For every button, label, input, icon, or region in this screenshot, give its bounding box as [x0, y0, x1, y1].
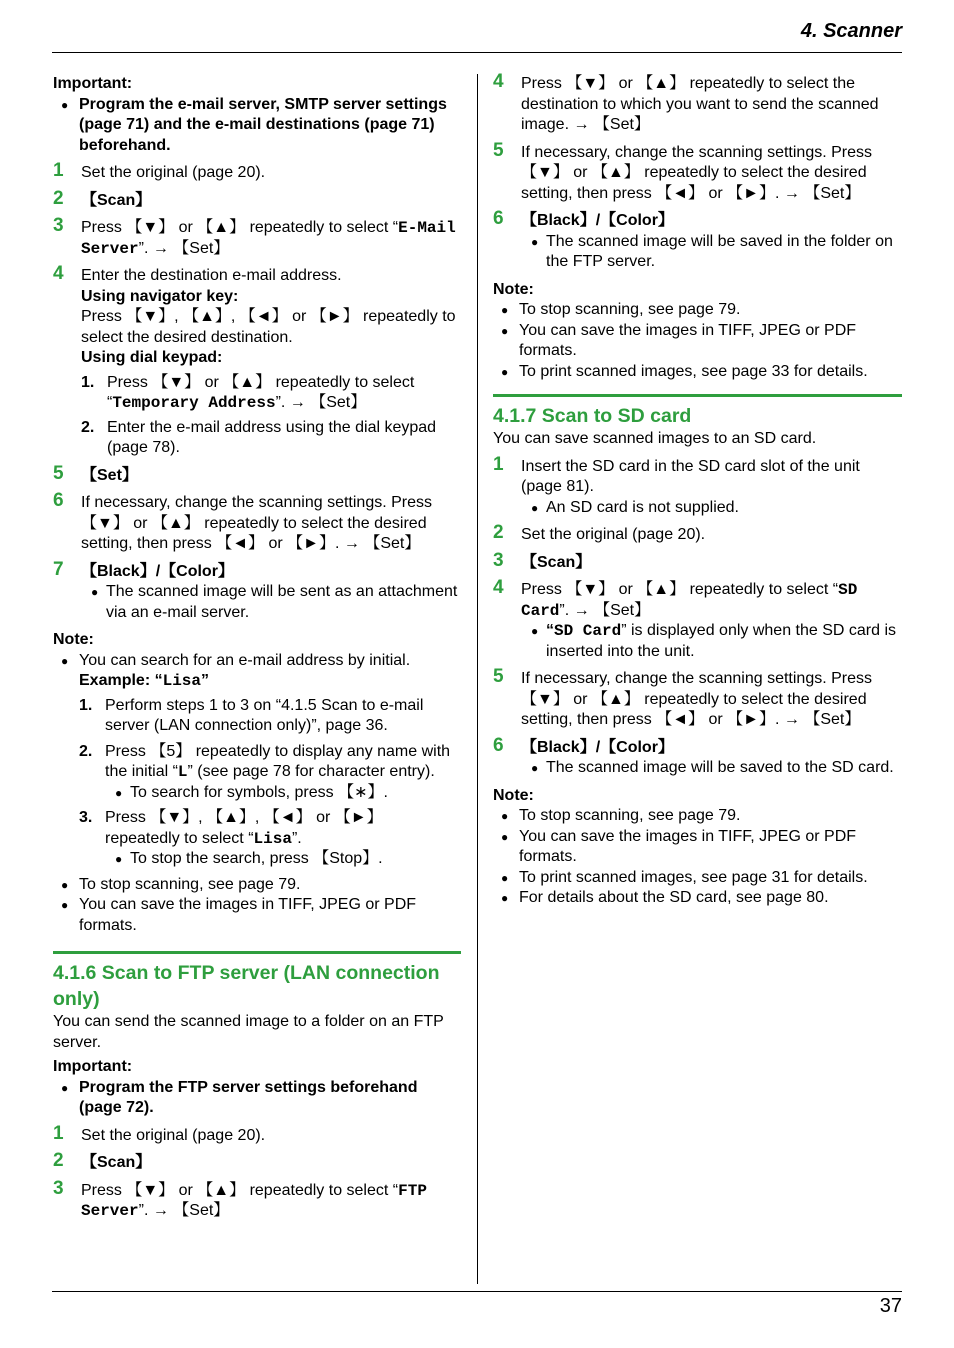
sd-intro: You can save scanned images to an SD card. [493, 430, 817, 447]
footer-rule [52, 1291, 902, 1292]
example-step-3-bullet: ● To stop the search, press 【Stop】. [105, 849, 461, 870]
sd-section [493, 394, 902, 909]
sd-note-4: ● For details about the SD card, see page 80. [493, 888, 902, 909]
sd-step-6-bullet: ● The scanned image will be saved to the SD card. [521, 758, 902, 779]
step-6: 6 If necessary, change the scanning settings. Press 【▼】 or 【▲】 repeatedly to select the desired setting, then press 【◄】 or 【►】. → 【Set】 [53, 490, 433, 552]
nav-key-label: Using navigator key: [81, 287, 239, 305]
note-bullet-3: ● You can save the images in TIFF, JPEG or PDF formats. [53, 895, 461, 936]
ftp-section-title: 4.1.6 Scan to FTP server (LAN connection only) [53, 951, 461, 1012]
dial-keypad-label: Using dial keypad: [81, 349, 223, 366]
ftp-step-3: 3 Press 【▼】 or 【▲】 repeatedly to select “FTP Server”. → 【Set】 [53, 1177, 427, 1220]
ftp-intro: You can send the scanned image to a folder on an FTP server. [53, 1013, 444, 1051]
sd-step-6: 6 【Black】/【Color】 ● The scanned image will be saved to the SD card. [493, 738, 902, 779]
important-label: Important: [53, 75, 133, 92]
note-label: Note: [53, 631, 94, 648]
ftp-step-5: 5 If necessary, change the scanning settings. Press 【▼】 or 【▲】 repeatedly to select the desired setting, then press 【◄】 or 【►】. → 【Set】 [493, 139, 873, 202]
dial-substep-2: 2. Enter the e-mail address using the dial keypad (page 78). [81, 418, 437, 456]
example-step-2: 2. Press 【5】 repeatedly to display any name with the initial “L” (see page 78 for character entry). ● To search for symbols, press 【∗】. [79, 742, 461, 804]
ftp-step-6: 6 【Black】/【Color】 ● The scanned image will be saved in the folder on the FTP server. [493, 211, 902, 273]
header-rule [52, 52, 902, 53]
page-number: 37 [879, 1295, 902, 1317]
ftp-step-1: 1 Set the original (page 20). [53, 1122, 266, 1144]
example-line: Example: “Lisa” [79, 672, 209, 690]
step-2: 2 【Scan】 [53, 187, 152, 209]
step-3: 3 Press 【▼】 or 【▲】 repeatedly to select “E-Mail Server”. → 【Set】 [53, 215, 456, 258]
sd-note-3: ● To print scanned images, see page 31 for details. [493, 868, 902, 889]
step-5: 5 【Set】 [53, 462, 138, 484]
right-column [493, 71, 902, 382]
example-step-2-bullet: ● To search for symbols, press 【∗】. [105, 783, 461, 804]
ftp-important-label: Important: [53, 1058, 133, 1075]
sd-step-2: 2 Set the original (page 20). [493, 522, 706, 543]
ftp-note-3: ● To print scanned images, see page 33 for details. [493, 362, 902, 383]
step-4: 4 Enter the destination e-mail address. Using navigator key: Press 【▼】, 【▲】, 【◄】 or 【►】 repeatedly to select the desired destination. Using dial keypad: 1. Press 【▼】 or 【▲】 repeatedly to select “Temporary Address”. → 【Set】 2. Enter the e-mail address using the dial keypad (page 78). [53, 266, 461, 459]
ftp-section [53, 951, 461, 1222]
sd-step-4-bullet: ● “SD Card” is displayed only when the SD card is inserted into the unit. [521, 621, 902, 662]
step-7-bullet: ● The scanned image will be sent as an attachment via an e-mail server. [81, 582, 461, 623]
step-1: 1 Set the original (page 20). [53, 160, 266, 181]
ftp-step-2: 2 【Scan】 [53, 1150, 152, 1171]
column-divider [477, 74, 478, 1284]
sd-note-1: ● To stop scanning, see page 79. [493, 806, 902, 827]
sd-section-title: 4.1.7 Scan to SD card [493, 394, 902, 429]
ftp-important-bullet: ● Program the FTP server settings beforehand (page 72). [53, 1078, 461, 1119]
ftp-step-6-bullet: ● The scanned image will be saved in the folder on the FTP server. [521, 232, 902, 273]
dial-substep-1: 1. Press 【▼】 or 【▲】 repeatedly to select “Temporary Address”. → 【Set】 [81, 373, 415, 412]
chapter-title: 4. Scanner [800, 20, 902, 42]
sd-step-3: 3 【Scan】 [493, 549, 592, 571]
example-steps [53, 696, 461, 870]
sd-step-5: 5 If necessary, change the scanning settings. Press 【▼】 or 【▲】 repeatedly to select the desired setting, then press 【◄】 or 【►】. → 【Set】 [493, 666, 873, 728]
note-bullet-1: ● You can search for an e-mail address by initial. [53, 651, 461, 672]
example-step-3: 3. Press 【▼】, 【▲】, 【◄】 or 【►】 repeatedly to select “Lisa”. ● To stop the search, press 【Stop】. [79, 808, 461, 870]
nav-key-text: Press 【▼】, 【▲】, 【◄】 or 【►】 repeatedly to select the desired destination. [81, 308, 456, 346]
ftp-note-2: ● You can save the images in TIFF, JPEG or PDF formats. [493, 321, 902, 362]
left-column [53, 74, 461, 936]
sd-step-1: 1 Insert the SD card in the SD card slot of the unit (page 81). ● An SD card is not supplied. [493, 457, 902, 519]
sd-step-1-bullet: ● An SD card is not supplied. [521, 498, 902, 519]
sd-note-label: Note: [493, 786, 534, 804]
sd-note-2: ● You can save the images in TIFF, JPEG or PDF formats. [493, 827, 902, 868]
note-bullet-2: ● To stop scanning, see page 79. [53, 875, 461, 896]
important-bullet: ● Program the e-mail server, SMTP server settings (page 71) and the e-mail destinations (page 71) beforehand. [53, 95, 461, 157]
sd-step-4: 4 Press 【▼】 or 【▲】 repeatedly to select “SD Card”. → 【Set】 ● “SD Card” is displayed only when the SD card is inserted into the unit. [493, 580, 902, 662]
ftp-note-label: Note: [493, 280, 534, 298]
ftp-step-4: 4 Press 【▼】 or 【▲】 repeatedly to select the destination to which you want to send the scanned image. → 【Set】 [493, 71, 879, 133]
ftp-note-1: ● To stop scanning, see page 79. [493, 300, 902, 321]
step-7: 7 【Black】/【Color】 ● The scanned image will be sent as an attachment via an e-mail server. [53, 562, 461, 624]
example-step-1: 1. Perform steps 1 to 3 on “4.1.5 Scan to e-mail server (LAN connection only)”, page 36. [79, 696, 424, 734]
